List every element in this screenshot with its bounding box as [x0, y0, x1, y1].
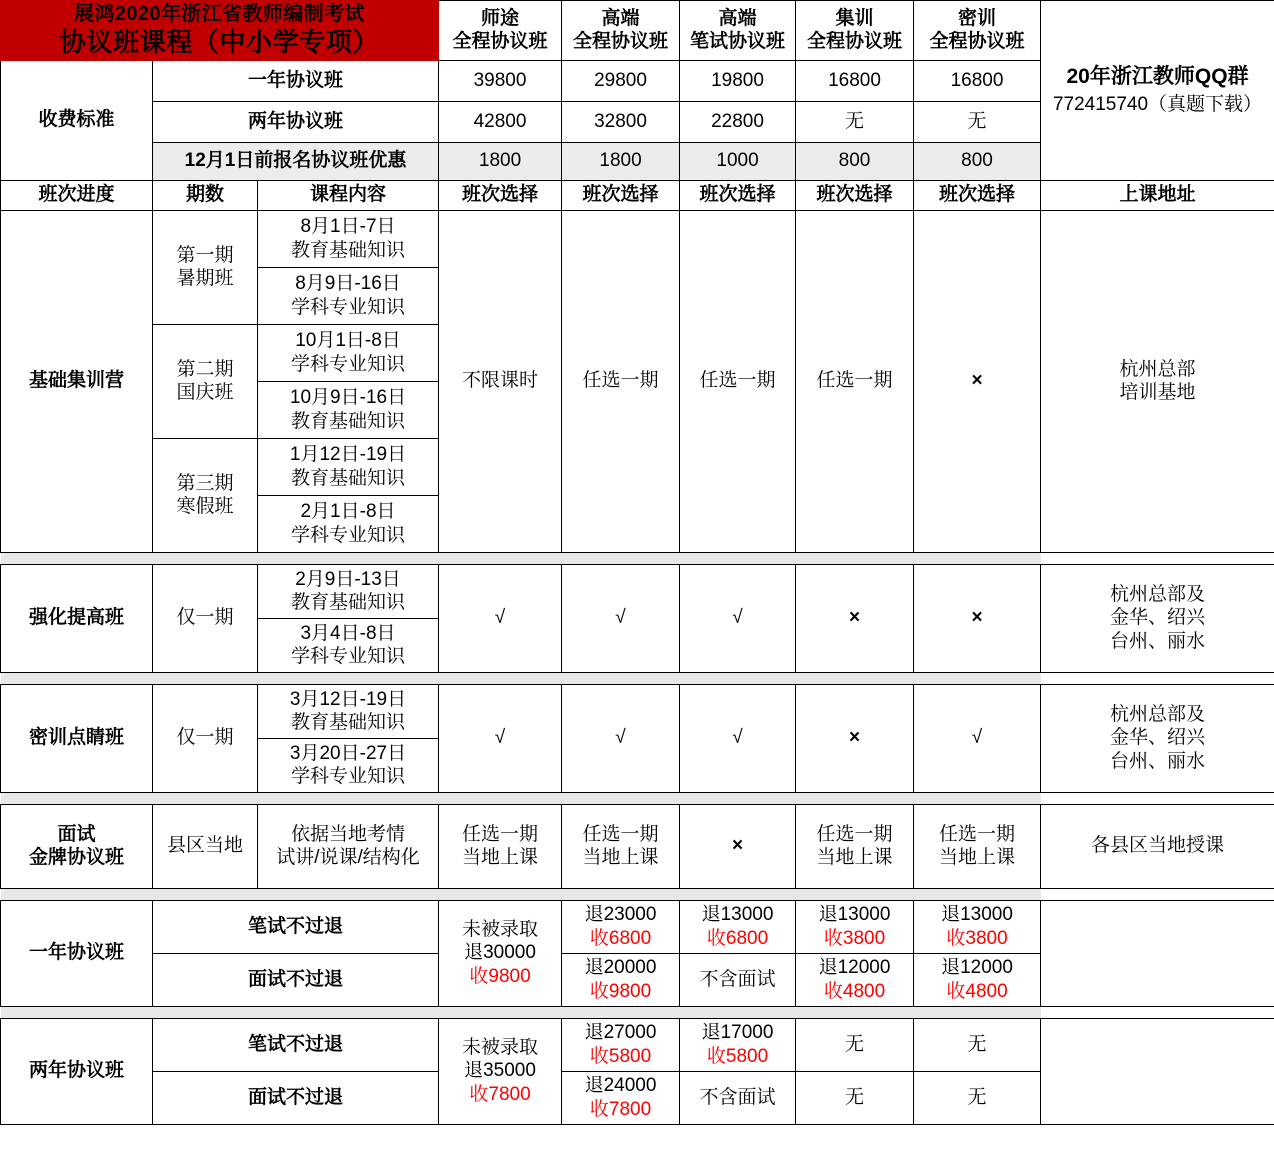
base-camp-period-3: 第三期 寒假班 [153, 438, 258, 552]
refund-2y-address-blank [1041, 1018, 1274, 1124]
refund-1y-col1: 未被录取 退30000 收9800 [439, 900, 562, 1006]
course-col-header-2: 高端 全程协议班 [562, 1, 680, 61]
qq-group-number: 772415740（真题下载） [1052, 93, 1263, 115]
header-progress: 班次进度 [1, 180, 153, 210]
base-camp-period-1: 第一期 暑期班 [153, 210, 258, 324]
intensive-selection-3: √ [680, 564, 796, 672]
intensive-selection-4: × [796, 564, 914, 672]
base-camp-address: 杭州总部 培训基地 [1041, 210, 1274, 552]
base-camp-content-5: 1月12日-19日 教育基础知识 [258, 438, 439, 495]
secret-address: 杭州总部及 金华、绍兴 台州、丽水 [1041, 684, 1274, 792]
fee-1y-col5: 16800 [914, 60, 1041, 101]
header-selection-5: 班次选择 [914, 180, 1041, 210]
fee-1y-col1: 39800 [439, 60, 562, 101]
qq-group-box [1041, 1, 1274, 181]
fee-1y-col2: 29800 [562, 60, 680, 101]
refund-name-two-year: 两年协议班 [1, 1018, 153, 1124]
banner-line1: 展鸿2020年浙江省教师编制考试 [74, 3, 365, 25]
refund-2y-r1-c5: 无 [914, 1018, 1041, 1071]
course-col-header-4: 集训 全程协议班 [796, 1, 914, 61]
intensive-selection-2: √ [562, 564, 680, 672]
interview-selection-4: 任选一期 当地上课 [796, 804, 914, 888]
secret-selection-3: √ [680, 684, 796, 792]
refund-2y-row-label-2: 面试不过退 [153, 1071, 439, 1124]
refund-1y-r2-c3: 不含面试 [680, 953, 796, 1006]
refund-2y-r2-c5: 无 [914, 1071, 1041, 1124]
fee-row-label-one-year: 一年协议班 [153, 60, 439, 101]
interview-selection-3: × [680, 804, 796, 888]
course-col-header-3: 高端 笔试协议班 [680, 1, 796, 61]
secret-selection-4: × [796, 684, 914, 792]
secret-selection-2: √ [562, 684, 680, 792]
header-period: 期数 [153, 180, 258, 210]
discount-col4: 800 [796, 142, 914, 180]
header-content: 课程内容 [258, 180, 439, 210]
secret-content-2: 3月20日-27日 学科专业知识 [258, 738, 439, 792]
refund-2y-r1-c3: 退17000 收5800 [680, 1018, 796, 1071]
title-banner [1, 1, 439, 61]
discount-col2: 1800 [562, 142, 680, 180]
secret-selection-5: √ [914, 684, 1041, 792]
discount-col3: 1000 [680, 142, 796, 180]
interview-selection-1: 任选一期 当地上课 [439, 804, 562, 888]
refund-1y-r1-c3: 退13000 收6800 [680, 900, 796, 953]
course-col-header-1: 师途 全程协议班 [439, 1, 562, 61]
header-selection-2: 班次选择 [562, 180, 680, 210]
header-selection-4: 班次选择 [796, 180, 914, 210]
qq-group-title: 20年浙江教师QQ群 [1066, 65, 1249, 89]
base-camp-selection-1: 不限课时 [439, 210, 562, 552]
base-camp-content-2: 8月9日-16日 学科专业知识 [258, 267, 439, 324]
refund-2y-r2-c2: 退24000 收7800 [562, 1071, 680, 1124]
refund-1y-address-blank [1041, 900, 1274, 1006]
intensive-selection-1: √ [439, 564, 562, 672]
refund-1y-r2-c2: 退20000 收9800 [562, 953, 680, 1006]
refund-1y-row-label-1: 笔试不过退 [153, 900, 439, 953]
refund-2y-r2-c4: 无 [796, 1071, 914, 1124]
refund-2y-col1: 未被录取 退35000 收7800 [439, 1018, 562, 1124]
fee-row-label-two-year: 两年协议班 [153, 101, 439, 142]
refund-1y-r1-c2: 退23000 收6800 [562, 900, 680, 953]
discount-col1: 1800 [439, 142, 562, 180]
refund-2y-r1-c4: 无 [796, 1018, 914, 1071]
banner-line2: 协议班课程（中小学专项） [59, 27, 380, 57]
fee-2y-col3: 22800 [680, 101, 796, 142]
base-camp-period-2: 第二期 国庆班 [153, 324, 258, 438]
intensive-content-1: 2月9日-13日 教育基础知识 [258, 564, 439, 618]
fee-2y-col2: 32800 [562, 101, 680, 142]
secret-content-1: 3月12日-19日 教育基础知识 [258, 684, 439, 738]
fee-1y-col4: 16800 [796, 60, 914, 101]
section-name-secret: 密训点睛班 [1, 684, 153, 792]
header-selection-3: 班次选择 [680, 180, 796, 210]
refund-1y-r2-c5: 退12000 收4800 [914, 953, 1041, 1006]
header-address: 上课地址 [1041, 180, 1274, 210]
intensive-selection-5: × [914, 564, 1041, 672]
refund-2y-r1-c2: 退27000 收5800 [562, 1018, 680, 1071]
refund-2y-row-label-1: 笔试不过退 [153, 1018, 439, 1071]
intensive-address: 杭州总部及 金华、绍兴 台州、丽水 [1041, 564, 1274, 672]
refund-2y-r2-c3: 不含面试 [680, 1071, 796, 1124]
interview-selection-2: 任选一期 当地上课 [562, 804, 680, 888]
section-name-interview: 面试 金牌协议班 [1, 804, 153, 888]
base-camp-selection-2: 任选一期 [562, 210, 680, 552]
header-selection-1: 班次选择 [439, 180, 562, 210]
base-camp-content-1: 8月1日-7日 教育基础知识 [258, 210, 439, 267]
section-spacer-1 [1, 552, 1274, 564]
intensive-content-2: 3月4日-8日 学科专业知识 [258, 618, 439, 672]
secret-selection-1: √ [439, 684, 562, 792]
discount-col5: 800 [914, 142, 1041, 180]
refund-1y-r1-c4: 退13000 收3800 [796, 900, 914, 953]
section-spacer-2 [1, 672, 1274, 684]
secret-period: 仅一期 [153, 684, 258, 792]
refund-1y-row-label-2: 面试不过退 [153, 953, 439, 1006]
base-camp-selection-3: 任选一期 [680, 210, 796, 552]
fee-2y-col5: 无 [914, 101, 1041, 142]
interview-address: 各县区当地授课 [1041, 804, 1274, 888]
section-spacer-5 [1, 1006, 1274, 1018]
interview-content: 依据当地考情 试讲/说课/结构化 [258, 804, 439, 888]
fee-1y-col3: 19800 [680, 60, 796, 101]
section-name-base-camp: 基础集训营 [1, 210, 153, 552]
discount-label: 12月1日前报名协议班优惠 [153, 142, 439, 180]
fee-2y-col1: 42800 [439, 101, 562, 142]
fee-standard-label: 收费标准 [1, 60, 153, 180]
section-spacer-4 [1, 888, 1274, 900]
base-camp-content-4: 10月9日-16日 教育基础知识 [258, 381, 439, 438]
base-camp-content-3: 10月1日-8日 学科专业知识 [258, 324, 439, 381]
section-name-intensive: 强化提高班 [1, 564, 153, 672]
course-col-header-5: 密训 全程协议班 [914, 1, 1041, 61]
base-camp-selection-4: 任选一期 [796, 210, 914, 552]
refund-name-one-year: 一年协议班 [1, 900, 153, 1006]
intensive-period: 仅一期 [153, 564, 258, 672]
section-spacer-3 [1, 792, 1274, 804]
base-camp-selection-5: × [914, 210, 1041, 552]
refund-1y-r2-c4: 退12000 收4800 [796, 953, 914, 1006]
fee-2y-col4: 无 [796, 101, 914, 142]
interview-period: 县区当地 [153, 804, 258, 888]
refund-1y-r1-c5: 退13000 收3800 [914, 900, 1041, 953]
interview-selection-5: 任选一期 当地上课 [914, 804, 1041, 888]
base-camp-content-6: 2月1日-8日 学科专业知识 [258, 495, 439, 552]
